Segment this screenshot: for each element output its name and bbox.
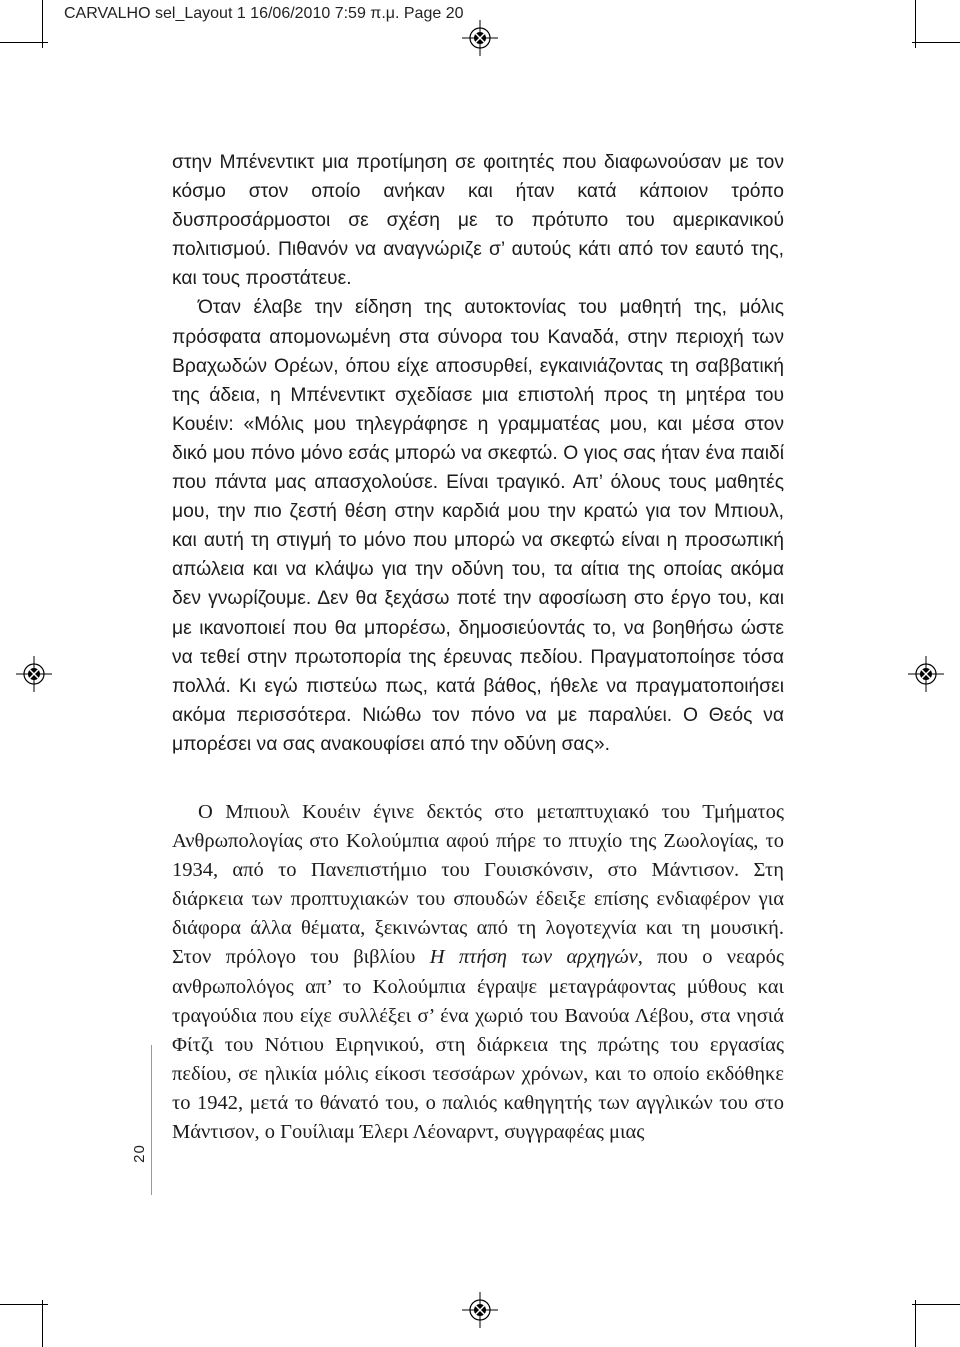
paragraph: στην Μπένεντικτ μια προτίμηση σε φοιτητές που διαφωνούσαν με τον κόσμο στον οποίο ανήκαν και ήταν κατά κάποιον τρόπο δυσπροσάρμοστοι σε σχέση με το πρότυπο του αμερικανικού πολιτισμού. Πιθανόν να αναγνώριζε σ’ αυτούς κάτι από τον εαυτό της, και τους προστάτευε. [172, 152, 784, 290]
crop-mark [912, 1304, 960, 1305]
registration-mark-icon [462, 20, 498, 56]
crop-mark [915, 1300, 916, 1347]
crop-mark [42, 1300, 43, 1347]
crop-mark [912, 42, 960, 43]
registration-mark-icon [908, 656, 944, 692]
paragraph [172, 798, 784, 1147]
paragraph-text: , που ο νεαρός ανθρωπολόγος απ’ το Κολούμπια έγραψε μεταγράφοντας μύθους και τραγούδια που είχε συλλέξει σ’ ένα χωριό του Βανούα Λέβου, στα νησιά Φίτζι του Νότιου Ειρηνικού, στη διάρκεια της πρώτης του εργασίας πεδίου, σε ηλικία μόλις είκοσι τεσσάρων χρόνων, και το οποίο εκδόθηκε το 1942, μετά το θάνατό του, ο παλιός καθηγητής των αγγλικών του στο Μάντισον, ο Γουίλιαμ Έλερι Λέοναρντ, συγγραφέας μιας [172, 946, 785, 1144]
book-title: Η πτήση των αρχηγών [429, 946, 638, 969]
body-text [172, 148, 784, 759]
crop-mark [0, 42, 48, 43]
crop-mark [42, 0, 43, 48]
paragraph-text: Ο Μπιουλ Κουέιν έγινε δεκτός στο μεταπτυχιακό του Τμήματος Ανθρωπολογίας στο Κολούμπια αφού πήρε το πτυχίο της Ζωολογίας, το 1934, από το Πανεπιστήμιο του Γουισκόνσιν, στο Μάντισον. Στη διάρκεια των προπτυχιακών του σπουδών έδειξε επίσης ενδιαφέρον για διάφορα άλλα θέματα, ξεκινώντας από τη λογοτεχνία και τη μουσική. Στον πρόλογο του βιβλίου [172, 801, 784, 969]
registration-mark-icon [16, 656, 52, 692]
folio-rule [151, 1045, 152, 1195]
page-number: 20 [130, 1144, 148, 1163]
crop-mark [915, 0, 916, 48]
registration-mark-icon [462, 1292, 498, 1328]
body-text-serif [172, 798, 784, 1147]
crop-mark [0, 1304, 48, 1305]
paragraph: Όταν έλαβε την είδηση της αυτοκτονίας του μαθητή της, μόλις πρόσφατα απομονωμένη στα σύνορα του Καναδά, στην περιοχή των Βραχωδών Ορέων, όπου είχε αποσυρθεί, εγκαινιάζοντας τη σαββατική της άδεια, η Μπένεντικτ σχεδίασε μια επιστολή προς τη μητέρα του Κουέιν: «Μόλις μου τηλεγράφησε η γραμματέας μου, και μέσα στον δικό μου πόνο μόνο εσάς μπορώ να σκεφτώ. Ο γιος σας ήταν ένα παιδί που πάντα μας απασχολούσε. Είναι τραγικό. Απ’ όλους τους μαθητές μου, την πιο ζεστή θέση στην καρδιά μου την κρατώ για τον Μπιουλ, και αυτή τη στιγμή το μόνο που μπορώ να σκεφτώ είναι η προσωπική απώλεια και να κλάψω για την οδύνη του, τα αίτια της οποίας ακόμα δεν γνωρίζουμε. Δεν θα ξεχάσω ποτέ την αφοσίωση στο έργο του, και με ικανοποιεί που θα μπορέσω, δημοσιεύοντάς το, να βοηθήσω ώστε να τεθεί στην πρωτοπορία της έρευνας πεδίου. Πραγματοποίησε τόσα πολλά. Κι εγώ πιστεύω πως, κατά βάθος, ήθελε να πραγματοποιήσει ακόμα περισσότερα. Νιώθω τον πόνο να με παραλύει. Ο Θεός να μπορέσει να σας ανακουφίσει από την οδύνη σας». [172, 297, 784, 755]
slug-line: CARVALHO sel_Layout 1 16/06/2010 7:59 π.μ. Page 20 [64, 5, 464, 22]
